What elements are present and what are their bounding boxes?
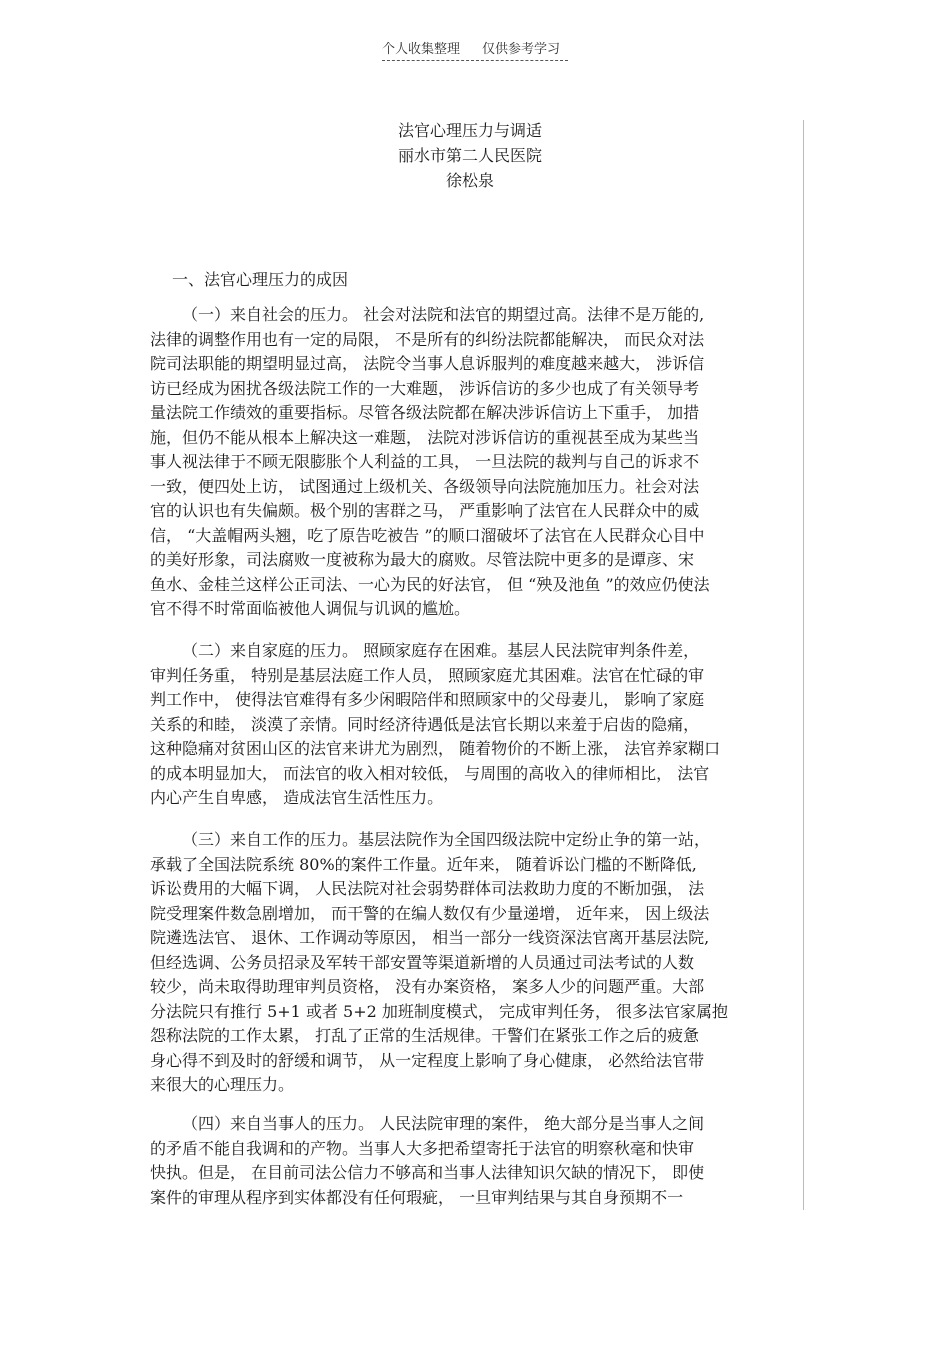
text-line: 的美好形象，司法腐败一度被称为最大的腐败。尽管法院中更多的是谭彦、宋 [150, 550, 695, 569]
section-heading: 一、法官心理压力的成因 [172, 270, 349, 289]
text-line: 快执。但是， 在目前司法公信力不够高和当事人法律知识欠缺的情况下， 即使 [150, 1163, 705, 1182]
text-line: 院司法职能的期望明显过高， 法院令当事人息诉服判的难度越来越大， 涉诉信 [150, 354, 705, 373]
text-line: （二）来自家庭的压力。 照顾家庭存在困难。基层人民法院审判条件差， [182, 641, 700, 660]
header-right-text: 仅供参考学习 [482, 42, 561, 57]
text-line: 访已经成为困扰各级法院工作的一大难题， 涉诉信访的多少也成了有关领导考 [150, 378, 700, 398]
text-line: 较少，尚未取得助理审判员资格， 没有办案资格， 案多人少的问题严重。大部 [150, 977, 705, 996]
text-line: （一）来自社会的压力。 社会对法院和法官的期望过高。法律不是万能的, [182, 305, 705, 324]
text-line: 内心产生自卑感， 造成法官生活性压力。 [150, 788, 444, 807]
text-line: （四）来自当事人的压力。 人民法院审理的案件， 绝大部分是当事人之间 [182, 1114, 705, 1133]
author-organization: 丽水市第二人民医院 [397, 146, 542, 165]
text-line: 的成本明显加大， 而法官的收入相对较低， 与周围的高收入的律师相比， 法官 [150, 763, 710, 783]
text-line: 事人视法律于不顾无限膨胀个人利益的工具， 一旦法院的裁判与自己的诉求不 [150, 452, 700, 471]
text-line: 承载了全国法院系统 80%的案件工作量。近年来， 随着诉讼门槛的不断降低, [150, 854, 697, 874]
text-line: 施，但仍不能从根本上解决这一难题， 法院对涉诉信访的重视甚至成为某些当 [150, 427, 700, 447]
text-line: 但经选调、公务员招录及军转干部安置等渠道新增的人员通过司法考试的人数 [150, 952, 695, 972]
title-block [300, 118, 640, 193]
paragraph-work-pressure [150, 828, 795, 1098]
text-line: 来很大的心理压力。 [150, 1075, 295, 1094]
document-title: 法官心理压力与调适 [397, 121, 542, 140]
paragraph-family-pressure [150, 639, 795, 811]
paragraph-party-pressure [150, 1112, 795, 1210]
author-name: 徐松泉 [445, 171, 494, 190]
text-line: 院遴选法官、 退休、工作调动等原因， 相当一部分一线资深法官离开基层法院, [150, 928, 710, 947]
text-line: 判工作中， 使得法官难得有多少闲暇陪伴和照顾家中的父母妻儿， 影响了家庭 [150, 690, 705, 709]
text-line: 鱼水、金桂兰这样公正司法、一心为民的好法官， 但 “殃及池鱼 ”的效应仍使法 [150, 574, 710, 594]
header-left-text: 个人收集整理 [382, 42, 461, 57]
text-line: 院受理案件数急剧增加， 而干警的在编人数仅有少量递增， 近年来， 因上级法 [150, 903, 710, 923]
text-line: 关系的和睦， 淡漠了亲情。同时经济待遇低是法官长期以来羞于启齿的隐痛， [150, 714, 700, 734]
text-line: 审判任务重， 特别是基层法庭工作人员， 照顾家庭尤其困难。法官在忙碌的审 [150, 665, 705, 685]
text-line: 怨称法院的工作太累， 打乱了正常的生活规律。干警们在紧张工作之后的疲惫 [150, 1026, 700, 1045]
text-line: 的矛盾不能自我调和的产物。当事人大多把希望寄托于法官的明察秋毫和快审 [150, 1138, 695, 1158]
text-line: 诉讼费用的大幅下调， 人民法院对社会弱势群体司法救助力度的不断加强， 法 [150, 879, 705, 898]
text-line: 案件的审理从程序到实体都没有任何瑕疵， 一旦审判结果与其自身预期不一 [150, 1187, 684, 1207]
text-line: 这种隐痛对贫困山区的法官来讲尤为剧烈， 随着物价的不断上涨， 法官养家糊口 [150, 739, 721, 758]
right-margin-rule [803, 120, 804, 1210]
text-line: 法律的调整作用也有一定的局限， 不是所有的纠纷法院都能解决， 而民众对法 [150, 329, 705, 349]
text-line: 量法院工作绩效的重要指标。尽管各级法院都在解决涉诉信访上下重手， 加措 [150, 403, 700, 422]
text-line: 身心得不到及时的舒缓和调节， 从一定程度上影响了身心健康， 必然给法官带 [150, 1050, 705, 1070]
text-line: （三）来自工作的压力。基层法院作为全国四级法院中定纷止争的第一站， [182, 830, 711, 849]
text-line: 官的认识也有失偏颇。极个别的害群之马， 严重影响了法官在人民群众中的威 [150, 501, 700, 520]
text-line: 一致，便四处上访， 试图通过上级机关、各级领导向法院施加压力。社会对法 [150, 476, 700, 496]
paragraph-social-pressure [150, 303, 795, 622]
page-header [382, 38, 568, 61]
text-line: 分法院只有推行 5+1 或者 5+2 加班制度模式， 完成审判任务， 很多法官家属抱 [150, 1001, 729, 1021]
text-line: 信， “大盖帽两头翘，吃了原告吃被告 ”的顺口溜破坏了法官在人民群众心目中 [150, 525, 705, 545]
text-line: 官不得不时常面临被他人调侃与讥讽的尴尬。 [150, 599, 471, 618]
